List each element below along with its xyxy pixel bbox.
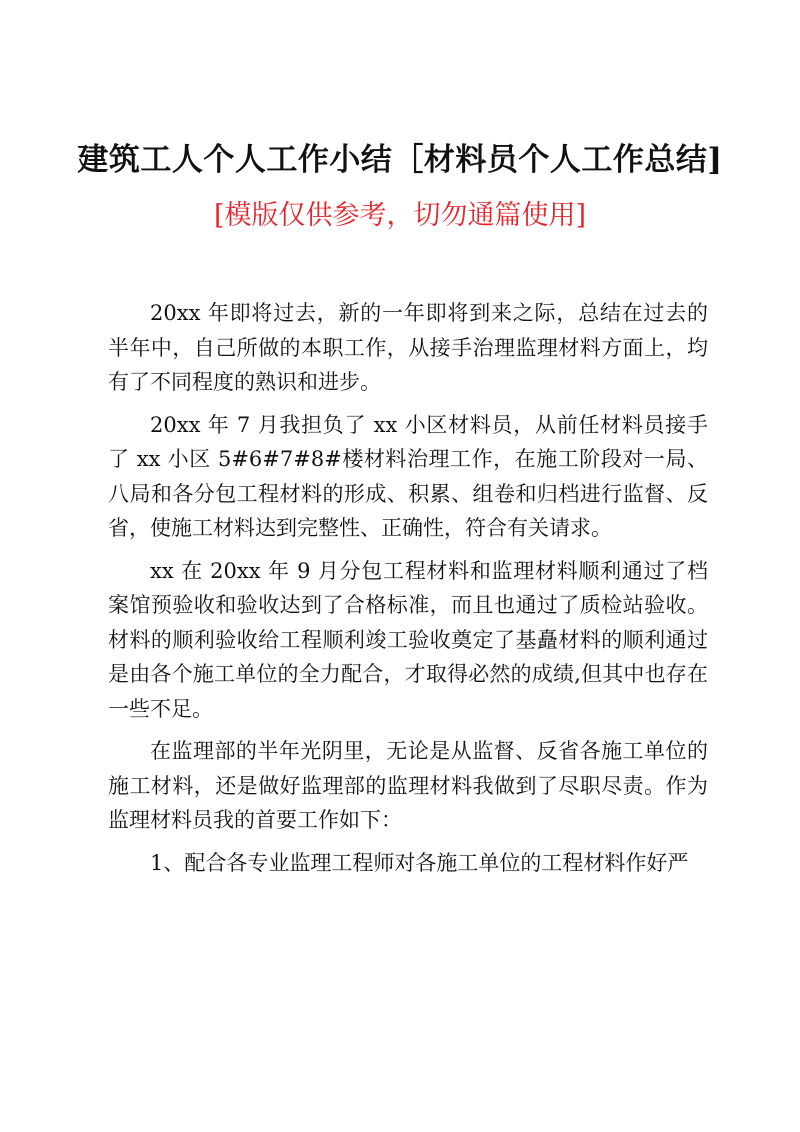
document-title: 建筑工人个人工作小结［材料员个人工作总结] bbox=[77, 142, 723, 178]
template-notice: [模版仅供参考，切勿通篇使用] bbox=[213, 200, 587, 231]
paragraph: 1、配合各专业监理工程师对各施工单位的工程材料作好严 bbox=[150, 850, 689, 875]
paragraph: xx 在 20xx 年 9 月分包工程材料和监理材料顺利通过了档案馆预验收和验收达到了合格标准，而且也通过了质检站验收。材料的顺利验收给工程顺利竣工验收奠定了基矗材料的顺利通过是由各个施工单位的全力配合，才取得必然的成绩,但其中也存在一些不足。 bbox=[108, 558, 708, 721]
paragraph: 在监理部的半年光阴里，无论是从监督、反省各施工单位的施工材料，还是做好监理部的监理材料我做到了尽职尽责。作为监理材料员我的首要工作如下： bbox=[108, 739, 708, 832]
paragraph: 20xx 年即将过去，新的一年即将到来之际，总结在过去的半年中，自己所做的本职工作，从接手治理监理材料方面上，均有了不同程度的熟识和进步。 bbox=[108, 301, 708, 394]
document-body bbox=[108, 296, 708, 888]
paragraph: 20xx 年 7 月我担负了 xx 小区材料员，从前任材料员接手了 xx 小区 5#6#7#8#楼材料治理工作，在施工阶段对一局、八局和各分包工程材料的形成、积累、组卷和归档进行监督、反省，使施工材料达到完整性、正确性，符合有关请求。 bbox=[108, 412, 708, 540]
